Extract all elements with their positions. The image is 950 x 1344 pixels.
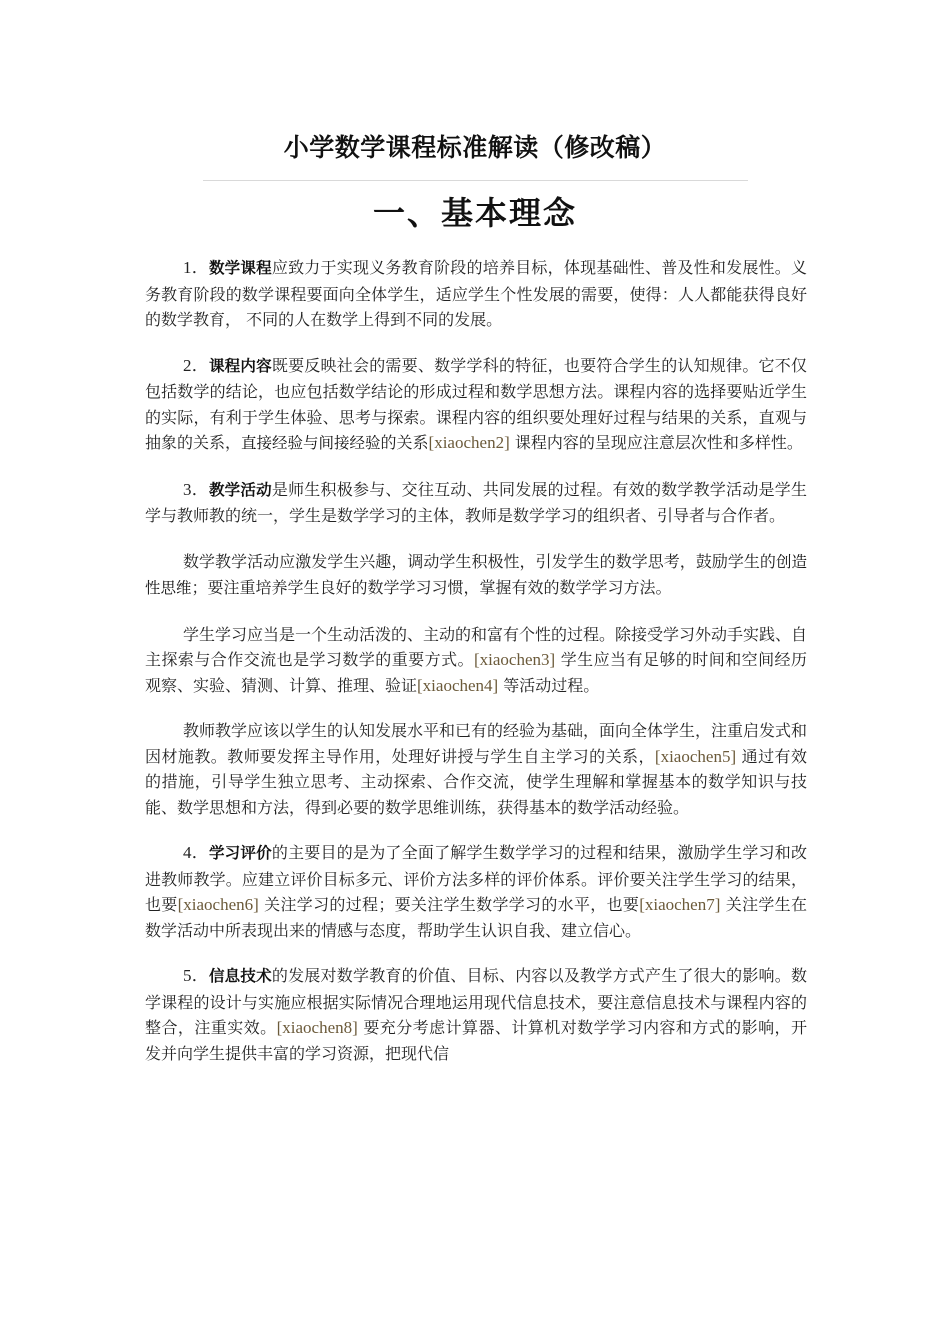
paragraph-text: ；要注重培养学生良好的数学学习习惯，掌握有效的数学学习方法。	[191, 578, 672, 597]
key-term: 教学活动	[208, 480, 272, 499]
paragraph-text: 应致力于实现义务教育阶段的培养目标，体现基础性、普及性和发展性。义务教育阶段的数学课程要面向全体学生，适应学生个性发展的需要，使得：人人都能获得良好的数学教育， 不同的人在数学上得到不同的发展。	[145, 258, 807, 329]
paragraph-text: 要充分考虑计算器、计算机对数学学习内容和方式的影响，开发并向学生提供丰富的学习资源，把现代信	[145, 1018, 807, 1063]
comment-reference[interactable]: [xiaochen8]	[276, 1018, 358, 1037]
comment-reference[interactable]: [xiaochen2]	[428, 433, 510, 452]
paragraph-text: 既要反映社会的需要、数学学科的特征，也要符合学生的认知规律。它不仅包括数学的结论，也应包括数学结论的形成过程和数学思想方法。课程内容的选择要贴近学生的实际，有利于学生体验、思考与探索。课程内容的组织要处理好过程与结果的关系，直观与抽象的关系，	[145, 355, 807, 452]
highlighted-phrase: 直接经验与间接经验	[241, 434, 381, 452]
paragraph-7	[145, 840, 807, 943]
comment-reference[interactable]: [xiaochen5]	[654, 746, 737, 766]
comment-reference[interactable]: [xiaochen3]	[473, 650, 556, 669]
highlighted-phrase: 创造性思维	[145, 552, 807, 597]
paragraph-text: 的发展对数学教育的价值、目标、内容以及教学方式产生了很大的影响。数学课程的设计与实施应根据实际情况合理地运用现代信息技术，要注意信息技术与课程内容的整合，注重实效。	[145, 966, 807, 1037]
title-divider	[203, 180, 748, 181]
paragraph-number: 4．	[183, 843, 209, 862]
paragraph-text: 学生应当有足够的时间和空间经历观察、实验、猜测、计算、推理、验证	[145, 650, 807, 695]
paragraph-number: 5．	[183, 966, 209, 985]
paragraph-text: 的主要目的是为了全面了解学生数学学习的过程和结果，激励学生学习和改进教师教学。应建立评价目标多元、评价方法多样的评价体系。评价要关注学生学习的结果，也要	[145, 843, 807, 914]
paragraph-text: 课程内容的呈现应注意层次性和多样性。	[509, 433, 803, 452]
document-body	[145, 255, 807, 1086]
paragraph-3	[145, 477, 807, 529]
key-term: 学习评价	[208, 844, 272, 862]
paragraph-number: 2．	[183, 355, 209, 375]
key-term: 信息技术	[208, 967, 272, 985]
paragraph-text: 学生学习应当是一个生动活泼的、主动的和富有个性的过程。除接受学习外动手实践、自主探索与合作交流也是学习数学的重要方式。	[145, 624, 808, 669]
comment-reference[interactable]: [xiaochen4]	[417, 675, 499, 695]
comment-reference[interactable]: [xiaochen6]	[177, 895, 259, 914]
document-title: 小学数学课程标准解读（修改稿）	[283, 133, 667, 162]
key-term: 课程内容	[208, 356, 272, 375]
key-term: 数学课程	[208, 259, 272, 277]
paragraph-text: 关注学习的过程；要关注学生数学学习的水平，也要	[258, 895, 640, 914]
paragraph-text: 等活动过程。	[498, 675, 600, 695]
comment-reference[interactable]: [xiaochen7]	[639, 895, 721, 914]
paragraph-number: 1．	[183, 258, 209, 277]
paragraph-number: 3．	[183, 479, 209, 499]
paragraph-text: 是师生积极参与、交往互动、共同发展的过程。有效的数学教学活动是学生学与教师教的统一，学生是数学学习的主体，教师是数学学习的组织者、引导者与合作者。	[145, 479, 807, 525]
paragraph-text: 教师教学应该以学生的认知发展水平和已有的经验为基础，面向全体学生，注重启发式和因材施教。教师要发挥主导作用，处理好讲授与学生自主学习的关系，	[145, 721, 808, 766]
paragraph-8	[145, 963, 807, 1066]
paragraph-text: 数学教学活动应激发学生兴趣，调动学生积极性，引发学生的数学思考，鼓励学生的	[183, 551, 776, 571]
paragraph-text: 的关系	[380, 433, 429, 452]
paragraph-1	[145, 255, 807, 333]
paragraph-5	[145, 622, 807, 699]
paragraph-6	[145, 718, 807, 820]
section-heading: 一、基本理念	[372, 194, 577, 232]
paragraph-4	[145, 549, 807, 602]
paragraph-text: 关注学生在数学活动中所表现出来的情感与态度，帮助学生认识自我、建立信心。	[145, 895, 807, 940]
paragraph-text: 通过有效的措施，引导学生独立思考、主动探索、合作交流，使学生理解和掌握基本的数学知识与技能、数学思想和方法，得到必要的数学思维训练，获得基本的数学活动经验。	[145, 746, 807, 817]
paragraph-2	[145, 353, 807, 457]
